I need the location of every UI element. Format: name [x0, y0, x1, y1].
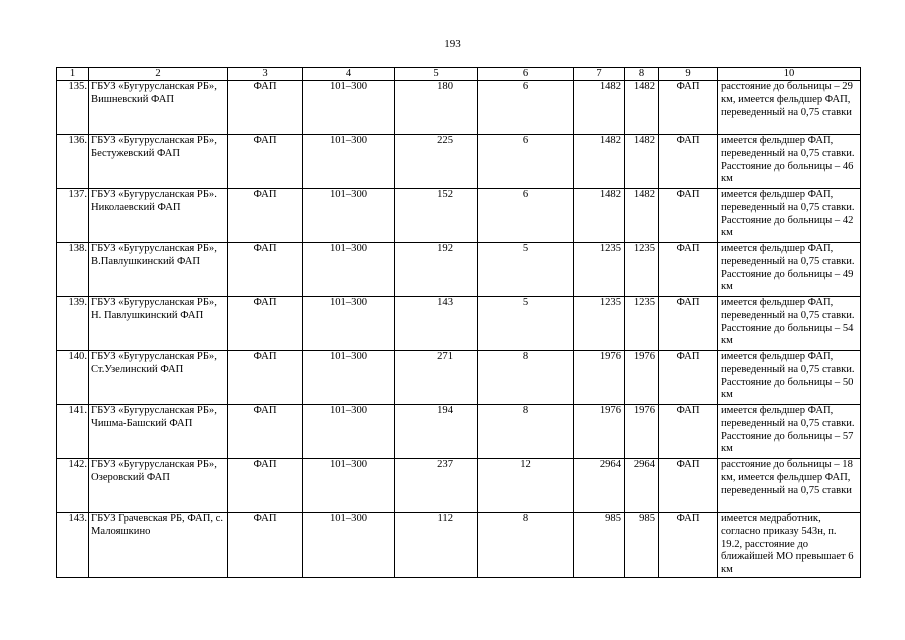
facility-name: ГБУЗ «Бугурусланская РБ», Бестужевский ФАП: [89, 135, 228, 189]
row-number: 143.: [57, 513, 89, 578]
value-col8: 1482: [625, 135, 659, 189]
value-col8: 1235: [625, 243, 659, 297]
value-col6: 12: [478, 459, 574, 513]
population-range: 101–300: [303, 297, 395, 351]
facility-type: ФАП: [228, 243, 303, 297]
table-row: [57, 243, 861, 297]
value-col5: 192: [395, 243, 478, 297]
value-col6: 8: [478, 513, 574, 578]
population-range: 101–300: [303, 135, 395, 189]
value-col6: 6: [478, 135, 574, 189]
facility-type: ФАП: [228, 351, 303, 405]
facility-name: ГБУЗ «Бугурусланская РБ», Н. Павлушкинский ФАП: [89, 297, 228, 351]
table-row: [57, 351, 861, 405]
value-col6: 6: [478, 81, 574, 135]
facility-name: ГБУЗ «Бугурусланская РБ», Вишневский ФАП: [89, 81, 228, 135]
value-col7: 1235: [574, 297, 625, 351]
value-col7: 1482: [574, 135, 625, 189]
value-col7: 2964: [574, 459, 625, 513]
table-row: [57, 135, 861, 189]
value-col9: ФАП: [659, 405, 718, 459]
facility-type: ФАП: [228, 135, 303, 189]
column-header: 10: [718, 68, 861, 81]
value-col8: 1976: [625, 405, 659, 459]
column-header: 2: [89, 68, 228, 81]
note: имеется фельдшер ФАП, переведенный на 0,75 ставки. Расстояние до больницы – 42 км: [718, 189, 861, 243]
value-col5: 112: [395, 513, 478, 578]
population-range: 101–300: [303, 243, 395, 297]
value-col6: 6: [478, 189, 574, 243]
value-col8: 1482: [625, 189, 659, 243]
row-number: 138.: [57, 243, 89, 297]
value-col6: 5: [478, 243, 574, 297]
note: имеется фельдшер ФАП, переведенный на 0,75 ставки. Расстояние до больницы – 46 км: [718, 135, 861, 189]
column-header: 3: [228, 68, 303, 81]
facility-type: ФАП: [228, 459, 303, 513]
row-number: 140.: [57, 351, 89, 405]
population-range: 101–300: [303, 513, 395, 578]
value-col6: 8: [478, 351, 574, 405]
value-col8: 2964: [625, 459, 659, 513]
row-number: 136.: [57, 135, 89, 189]
value-col5: 180: [395, 81, 478, 135]
row-number: 139.: [57, 297, 89, 351]
value-col6: 8: [478, 405, 574, 459]
value-col9: ФАП: [659, 459, 718, 513]
value-col9: ФАП: [659, 189, 718, 243]
facility-name: ГБУЗ «Бугурусланская РБ», В.Павлушкинский ФАП: [89, 243, 228, 297]
table-row: [57, 513, 861, 578]
page-number: 193: [444, 38, 461, 50]
column-header: 5: [395, 68, 478, 81]
population-range: 101–300: [303, 459, 395, 513]
note: расстояние до больницы – 29 км, имеется фельдшер ФАП, переведенный на 0,75 ставки: [718, 81, 861, 135]
column-header: 6: [478, 68, 574, 81]
table-row: [57, 459, 861, 513]
facility-type: ФАП: [228, 81, 303, 135]
row-number: 135.: [57, 81, 89, 135]
note: имеется медработник, согласно приказу 543н, п. 19.2, расстояние до ближайшей МО превышает 6 км: [718, 513, 861, 578]
table-row: [57, 189, 861, 243]
value-col5: 237: [395, 459, 478, 513]
facility-name: ГБУЗ «Бугурусланская РБ», Озеровский ФАП: [89, 459, 228, 513]
value-col8: 985: [625, 513, 659, 578]
value-col9: ФАП: [659, 297, 718, 351]
note: имеется фельдшер ФАП, переведенный на 0,75 ставки. Расстояние до больницы – 54 км: [718, 297, 861, 351]
note: расстояние до больницы – 18 км, имеется фельдшер ФАП, переведенный на 0,75 ставки: [718, 459, 861, 513]
value-col8: 1482: [625, 81, 659, 135]
value-col5: 143: [395, 297, 478, 351]
population-range: 101–300: [303, 351, 395, 405]
facility-name: ГБУЗ Грачевская РБ, ФАП, с. Малояшкино: [89, 513, 228, 578]
value-col8: 1235: [625, 297, 659, 351]
row-number: 141.: [57, 405, 89, 459]
facility-type: ФАП: [228, 513, 303, 578]
value-col9: ФАП: [659, 81, 718, 135]
facility-type: ФАП: [228, 297, 303, 351]
value-col9: ФАП: [659, 135, 718, 189]
table-row: [57, 297, 861, 351]
value-col9: ФАП: [659, 243, 718, 297]
table-row: [57, 405, 861, 459]
value-col5: 152: [395, 189, 478, 243]
row-number: 137.: [57, 189, 89, 243]
column-header: 7: [574, 68, 625, 81]
note: имеется фельдшер ФАП, переведенный на 0,75 ставки. Расстояние до больницы – 49 км: [718, 243, 861, 297]
facility-name: ГБУЗ «Бугурусланская РБ», Чишма-Башский ФАП: [89, 405, 228, 459]
column-header: 9: [659, 68, 718, 81]
population-range: 101–300: [303, 81, 395, 135]
value-col6: 5: [478, 297, 574, 351]
value-col7: 1976: [574, 351, 625, 405]
facility-name: ГБУЗ «Бугурусланская РБ». Николаевский ФАП: [89, 189, 228, 243]
population-range: 101–300: [303, 189, 395, 243]
facility-type: ФАП: [228, 189, 303, 243]
facility-name: ГБУЗ «Бугурусланская РБ», Ст.Узелинский ФАП: [89, 351, 228, 405]
facilities-table: [56, 67, 861, 578]
row-number: 142.: [57, 459, 89, 513]
note: имеется фельдшер ФАП, переведенный на 0,75 ставки. Расстояние до больницы – 57 км: [718, 405, 861, 459]
value-col9: ФАП: [659, 351, 718, 405]
value-col7: 1976: [574, 405, 625, 459]
header-row: [57, 68, 861, 81]
value-col9: ФАП: [659, 513, 718, 578]
value-col7: 985: [574, 513, 625, 578]
table-row: [57, 81, 861, 135]
population-range: 101–300: [303, 405, 395, 459]
column-header: 4: [303, 68, 395, 81]
note: имеется фельдшер ФАП, переведенный на 0,75 ставки. Расстояние до больницы – 50 км: [718, 351, 861, 405]
value-col7: 1482: [574, 81, 625, 135]
value-col7: 1482: [574, 189, 625, 243]
value-col5: 225: [395, 135, 478, 189]
value-col5: 271: [395, 351, 478, 405]
column-header: 1: [57, 68, 89, 81]
value-col8: 1976: [625, 351, 659, 405]
value-col7: 1235: [574, 243, 625, 297]
value-col5: 194: [395, 405, 478, 459]
column-header: 8: [625, 68, 659, 81]
facility-type: ФАП: [228, 405, 303, 459]
